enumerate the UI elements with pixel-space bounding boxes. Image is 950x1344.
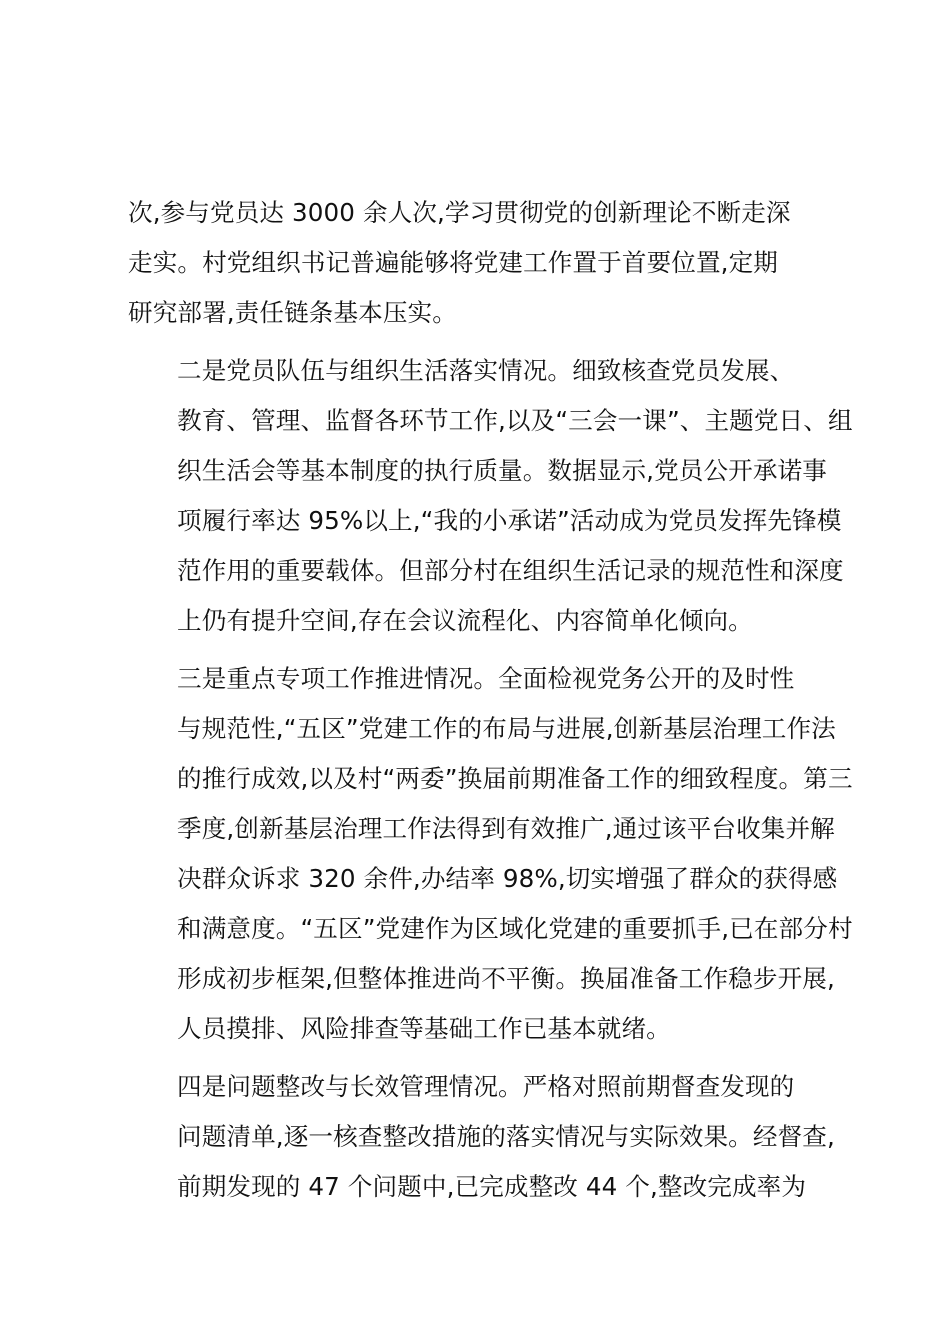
text-line: 织生活会等基本制度的执行质量。数据显示,党员公开承诺事 xyxy=(177,456,827,485)
text-line: 走实。村党组织书记普遍能够将党建工作置于首要位置,定期 xyxy=(128,248,778,277)
text-line: 决群众诉求 320 余件,办结率 98%,切实增强了群众的获得感 xyxy=(177,864,838,893)
paragraph-key-projects xyxy=(128,654,853,1054)
text-line: 前期发现的 47 个问题中,已完成整改 44 个,整改完成率为 xyxy=(177,1172,807,1201)
paragraph-continuation xyxy=(128,188,828,338)
paragraph-party-members xyxy=(128,346,853,646)
document-body xyxy=(128,188,853,1220)
paragraph-rectification xyxy=(128,1062,835,1212)
text-line: 范作用的重要载体。但部分村在组织生活记录的规范性和深度 xyxy=(177,556,844,585)
text-line: 和满意度。“五区”党建作为区域化党建的重要抓手,已在部分村 xyxy=(177,914,853,943)
text-line: 次,参与党员达 3000 余人次,学习贯彻党的创新理论不断走深 xyxy=(128,198,791,227)
text-line: 研究部署,责任链条基本压实。 xyxy=(128,298,457,327)
text-line: 问题清单,逐一核查整改措施的落实情况与实际效果。经督查, xyxy=(177,1122,835,1151)
text-line: 与规范性,“五区”党建工作的布局与进展,创新基层治理工作法 xyxy=(177,714,836,743)
text-line: 教育、管理、监督各环节工作,以及“三会一课”、主题党日、组 xyxy=(177,406,853,435)
text-line: 四是问题整改与长效管理情况。严格对照前期督查发现的 xyxy=(177,1072,795,1101)
text-line: 人员摸排、风险排查等基础工作已基本就绪。 xyxy=(177,1014,671,1043)
text-line: 形成初步框架,但整体推进尚不平衡。换届准备工作稳步开展, xyxy=(177,964,835,993)
text-line: 上仍有提升空间,存在会议流程化、内容简单化倾向。 xyxy=(177,606,753,635)
text-line: 的推行成效,以及村“两委”换届前期准备工作的细致程度。第三 xyxy=(177,764,853,793)
text-line: 项履行率达 95%以上,“我的小承诺”活动成为党员发挥先锋模 xyxy=(177,506,842,535)
text-line: 季度,创新基层治理工作法得到有效推广,通过该平台收集并解 xyxy=(177,814,835,843)
text-line: 三是重点专项工作推进情况。全面检视党务公开的及时性 xyxy=(177,664,795,693)
text-line: 二是党员队伍与组织生活落实情况。细致核查党员发展、 xyxy=(177,356,795,385)
